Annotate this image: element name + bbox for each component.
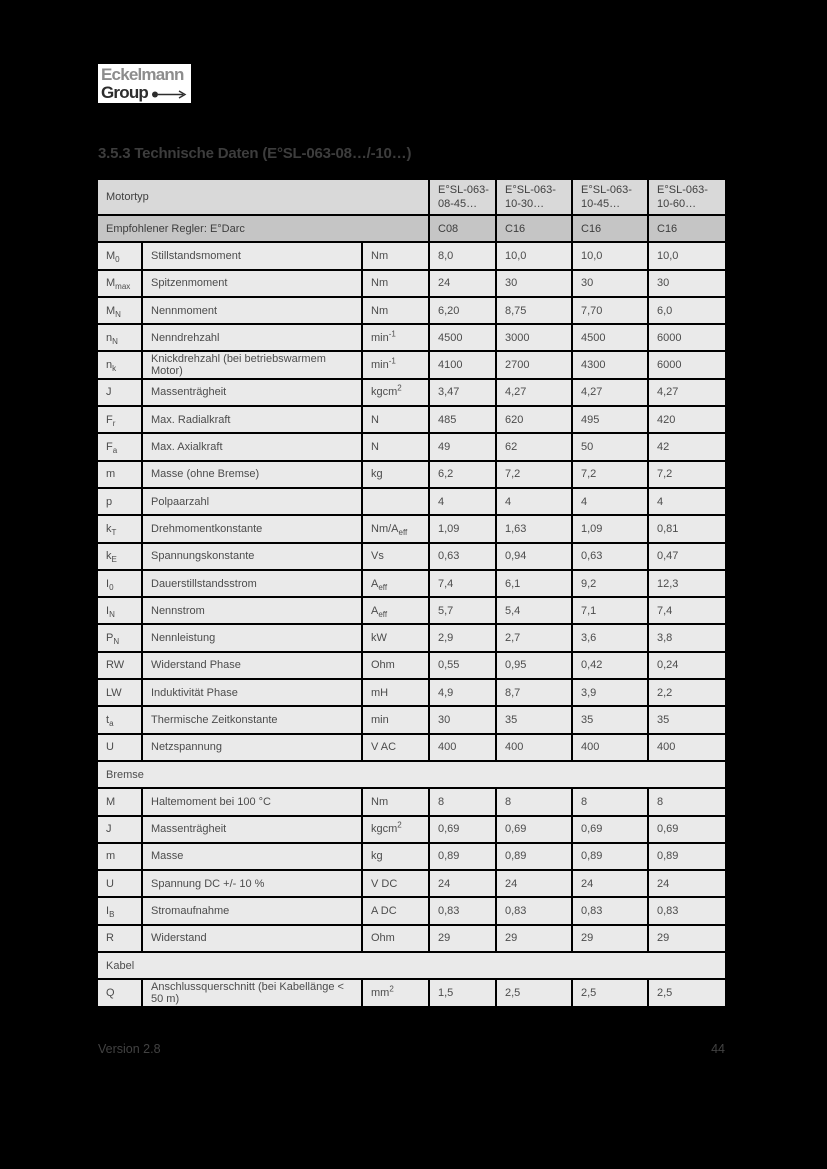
value-cell-3: 4 — [573, 489, 647, 514]
value-cell-3: 50 — [573, 434, 647, 459]
value-cell-1: 0,63 — [430, 544, 495, 569]
value-cell-1: 5,7 — [430, 598, 495, 623]
value-cell-2: 24 — [497, 871, 571, 896]
symbol-cell: $t_a$ — [98, 707, 141, 732]
value-cell-3: 7,2 — [573, 462, 647, 487]
value-cell-1: 4,9 — [430, 680, 495, 705]
value-cell-4: 0,81 — [649, 516, 725, 541]
section-row — [98, 762, 725, 787]
value-cell-2: 6,1 — [497, 571, 571, 596]
regler-value-cell-1: C08 — [430, 216, 495, 241]
symbol-cell: $M_N$ — [98, 298, 141, 323]
value-cell-1: 400 — [430, 735, 495, 760]
section-row — [98, 953, 725, 978]
description-cell: Induktivität Phase — [143, 680, 361, 705]
value-cell-2: 2,5 — [497, 980, 571, 1005]
value-cell-3: 0,63 — [573, 544, 647, 569]
description-cell: Drehmomentkonstante — [143, 516, 361, 541]
value-cell-4: 7,2 — [649, 462, 725, 487]
unit-cell: Nm — [363, 243, 428, 268]
value-cell-4: 6,0 — [649, 298, 725, 323]
description-cell: Massenträgheit — [143, 380, 361, 405]
table-row — [98, 653, 725, 678]
value-cell-1: 8,0 — [430, 243, 495, 268]
value-cell-4: 8 — [649, 789, 725, 814]
unit-cell: Ohm — [363, 926, 428, 951]
symbol-cell: U — [98, 735, 141, 760]
value-cell-2: 400 — [497, 735, 571, 760]
description-cell: Widerstand — [143, 926, 361, 951]
value-cell-3: 8 — [573, 789, 647, 814]
table-row — [98, 789, 725, 814]
value-cell-4: 6000 — [649, 325, 725, 350]
unit-cell: V AC — [363, 735, 428, 760]
value-cell-4: 4 — [649, 489, 725, 514]
value-cell-1: 1,5 — [430, 980, 495, 1005]
table-row — [98, 462, 725, 487]
value-cell-4: 0,24 — [649, 653, 725, 678]
value-cell-1: 1,09 — [430, 516, 495, 541]
value-cell-1: 30 — [430, 707, 495, 732]
unit-cell: min — [363, 707, 428, 732]
value-cell-1: 4100 — [430, 352, 495, 377]
value-cell-1: 485 — [430, 407, 495, 432]
value-cell-2: 2700 — [497, 352, 571, 377]
table-row — [98, 352, 725, 377]
value-cell-2: 3000 — [497, 325, 571, 350]
unit-cell: Nm — [363, 789, 428, 814]
value-cell-4: 6000 — [649, 352, 725, 377]
symbol-cell: p — [98, 489, 141, 514]
description-cell: Stromaufnahme — [143, 898, 361, 923]
table-row — [98, 898, 725, 923]
description-cell: Massenträgheit — [143, 817, 361, 842]
table-row — [98, 380, 725, 405]
value-cell-2: 0,83 — [497, 898, 571, 923]
value-cell-4: 2,2 — [649, 680, 725, 705]
table-row — [98, 817, 725, 842]
value-cell-3: 400 — [573, 735, 647, 760]
value-cell-4: 3,8 — [649, 625, 725, 650]
value-cell-3: 7,70 — [573, 298, 647, 323]
footer-version: Version 2.8 — [98, 1042, 161, 1056]
symbol-cell: $I_N$ — [98, 598, 141, 623]
unit-cell: Nm — [363, 271, 428, 296]
table-header-row — [98, 180, 725, 214]
table-row — [98, 871, 725, 896]
value-cell-4: 42 — [649, 434, 725, 459]
symbol-cell: $F_r$ — [98, 407, 141, 432]
value-cell-3: 9,2 — [573, 571, 647, 596]
table-row — [98, 980, 725, 1005]
symbol-cell: $P_N$ — [98, 625, 141, 650]
value-cell-1: 24 — [430, 271, 495, 296]
symbol-cell: $M_0$ — [98, 243, 141, 268]
description-cell: Haltemoment bei 100 °C — [143, 789, 361, 814]
value-cell-4: 0,47 — [649, 544, 725, 569]
value-cell-4: 29 — [649, 926, 725, 951]
table-row — [98, 926, 725, 951]
description-cell: Anschlussquerschnitt (bei Kabellänge < 50 m) — [143, 980, 361, 1005]
technical-data-table-body — [98, 180, 725, 1006]
regler-label-cell: Empfohlener Regler: E°Darc — [98, 216, 428, 241]
value-cell-2: 0,94 — [497, 544, 571, 569]
value-cell-4: 7,4 — [649, 598, 725, 623]
symbol-cell: LW — [98, 680, 141, 705]
symbol-cell: m — [98, 462, 141, 487]
table-row — [98, 844, 725, 869]
description-cell: Thermische Zeitkonstante — [143, 707, 361, 732]
value-cell-2: 30 — [497, 271, 571, 296]
value-cell-1: 8 — [430, 789, 495, 814]
symbol-cell: $M_{max}$ — [98, 271, 141, 296]
value-cell-2: 62 — [497, 434, 571, 459]
value-cell-4: 0,69 — [649, 817, 725, 842]
footer-page-number: 44 — [711, 1042, 725, 1056]
unit-cell: $Nm/A_{eff}$ — [363, 516, 428, 541]
table-row — [98, 407, 725, 432]
value-cell-1: 3,47 — [430, 380, 495, 405]
value-cell-1: 2,9 — [430, 625, 495, 650]
value-cell-3: 30 — [573, 271, 647, 296]
value-cell-4: 2,5 — [649, 980, 725, 1005]
symbol-cell: U — [98, 871, 141, 896]
symbol-cell: $n_N$ — [98, 325, 141, 350]
value-cell-4: 30 — [649, 271, 725, 296]
regler-value-cell-2: C16 — [497, 216, 571, 241]
regler-row — [98, 216, 725, 241]
model-header-cell-3: E°SL-063-10-45… — [573, 180, 647, 214]
value-cell-3: 495 — [573, 407, 647, 432]
symbol-cell: M — [98, 789, 141, 814]
unit-cell: mH — [363, 680, 428, 705]
section-label-cell: Bremse — [98, 762, 725, 787]
value-cell-2: 29 — [497, 926, 571, 951]
value-cell-2: 8,7 — [497, 680, 571, 705]
description-cell: Masse (ohne Bremse) — [143, 462, 361, 487]
unit-cell — [363, 489, 428, 514]
value-cell-2: 4,27 — [497, 380, 571, 405]
value-cell-2: 0,89 — [497, 844, 571, 869]
value-cell-3: 0,83 — [573, 898, 647, 923]
technical-data-table — [96, 178, 727, 1008]
eckelmann-group-logo — [98, 64, 191, 103]
value-cell-1: 49 — [430, 434, 495, 459]
dot-line-arrow-icon — [151, 85, 187, 103]
unit-cell: kg — [363, 844, 428, 869]
unit-cell: Nm — [363, 298, 428, 323]
unit-cell: N — [363, 407, 428, 432]
regler-value-cell-3: C16 — [573, 216, 647, 241]
value-cell-2: 7,2 — [497, 462, 571, 487]
description-cell: Spitzenmoment — [143, 271, 361, 296]
description-cell: Max. Radialkraft — [143, 407, 361, 432]
symbol-cell: m — [98, 844, 141, 869]
unit-cell: A DC — [363, 898, 428, 923]
value-cell-4: 400 — [649, 735, 725, 760]
table-row — [98, 489, 725, 514]
unit-cell: V DC — [363, 871, 428, 896]
description-cell: Nennleistung — [143, 625, 361, 650]
value-cell-2: 10,0 — [497, 243, 571, 268]
symbol-cell: $I_0$ — [98, 571, 141, 596]
table-row — [98, 680, 725, 705]
value-cell-3: 4,27 — [573, 380, 647, 405]
value-cell-1: 6,2 — [430, 462, 495, 487]
value-cell-1: 4 — [430, 489, 495, 514]
value-cell-1: 0,69 — [430, 817, 495, 842]
unit-cell: Vs — [363, 544, 428, 569]
table-row — [98, 298, 725, 323]
value-cell-4: 420 — [649, 407, 725, 432]
symbol-cell: $F_a$ — [98, 434, 141, 459]
value-cell-1: 0,83 — [430, 898, 495, 923]
symbol-cell: $k_E$ — [98, 544, 141, 569]
value-cell-4: 12,3 — [649, 571, 725, 596]
unit-cell: kgcm$^2$ — [363, 817, 428, 842]
unit-cell: $mm^2$ — [363, 980, 428, 1005]
value-cell-3: 0,42 — [573, 653, 647, 678]
value-cell-4: 24 — [649, 871, 725, 896]
unit-cell: kW — [363, 625, 428, 650]
logo-text-group — [101, 83, 188, 103]
value-cell-1: 0,89 — [430, 844, 495, 869]
value-cell-3: 3,9 — [573, 680, 647, 705]
page-title: 3.5.3 Technische Daten (E°SL-063-08…/-10…) — [98, 145, 412, 162]
value-cell-3: 0,69 — [573, 817, 647, 842]
logo-text-eckelmann: Eckelmann — [101, 65, 184, 84]
value-cell-3: 3,6 — [573, 625, 647, 650]
value-cell-4: 4,27 — [649, 380, 725, 405]
description-cell: Spannung DC +/- 10 % — [143, 871, 361, 896]
unit-cell: kgcm$^2$ — [363, 380, 428, 405]
unit-cell: Ohm — [363, 653, 428, 678]
table-row — [98, 544, 725, 569]
unit-cell: kg — [363, 462, 428, 487]
value-cell-3: 4300 — [573, 352, 647, 377]
table-row — [98, 707, 725, 732]
section-label-cell: Kabel — [98, 953, 725, 978]
symbol-cell: $n_k$ — [98, 352, 141, 377]
description-cell: Nennstrom — [143, 598, 361, 623]
description-cell: Dauerstillstandsstrom — [143, 571, 361, 596]
logo-text-group-label: Group — [101, 83, 148, 102]
value-cell-1: 0,55 — [430, 653, 495, 678]
value-cell-3: 35 — [573, 707, 647, 732]
value-cell-4: 0,83 — [649, 898, 725, 923]
value-cell-4: 10,0 — [649, 243, 725, 268]
table-row — [98, 598, 725, 623]
value-cell-2: 0,95 — [497, 653, 571, 678]
model-header-cell-2: E°SL-063-10-30… — [497, 180, 571, 214]
value-cell-3: 4500 — [573, 325, 647, 350]
value-cell-3: 2,5 — [573, 980, 647, 1005]
unit-cell: N — [363, 434, 428, 459]
value-cell-1: 24 — [430, 871, 495, 896]
value-cell-2: 4 — [497, 489, 571, 514]
symbol-cell: RW — [98, 653, 141, 678]
value-cell-3: 24 — [573, 871, 647, 896]
description-cell: Widerstand Phase — [143, 653, 361, 678]
value-cell-2: 8 — [497, 789, 571, 814]
table-row — [98, 243, 725, 268]
unit-cell: $\min^{-1}$ — [363, 352, 428, 377]
table-row — [98, 434, 725, 459]
value-cell-4: 35 — [649, 707, 725, 732]
description-cell: Masse — [143, 844, 361, 869]
symbol-cell: J — [98, 817, 141, 842]
value-cell-3: 1,09 — [573, 516, 647, 541]
description-cell: Spannungskonstante — [143, 544, 361, 569]
table-row — [98, 735, 725, 760]
value-cell-3: 0,89 — [573, 844, 647, 869]
value-cell-3: 7,1 — [573, 598, 647, 623]
value-cell-3: 10,0 — [573, 243, 647, 268]
symbol-cell: J — [98, 380, 141, 405]
description-cell: Nennmoment — [143, 298, 361, 323]
description-cell: Max. Axialkraft — [143, 434, 361, 459]
symbol-cell: $I_B$ — [98, 898, 141, 923]
description-cell: Nenndrehzahl — [143, 325, 361, 350]
motortyp-header-cell: Motortyp — [98, 180, 428, 214]
value-cell-2: 1,63 — [497, 516, 571, 541]
description-cell: Stillstandsmoment — [143, 243, 361, 268]
regler-value-cell-4: C16 — [649, 216, 725, 241]
symbol-cell: R — [98, 926, 141, 951]
description-cell: Netzspannung — [143, 735, 361, 760]
table-row — [98, 271, 725, 296]
unit-cell: $\min^{-1}$ — [363, 325, 428, 350]
value-cell-3: 29 — [573, 926, 647, 951]
model-header-cell-1: E°SL-063-08-45… — [430, 180, 495, 214]
value-cell-1: 29 — [430, 926, 495, 951]
description-cell: Polpaarzahl — [143, 489, 361, 514]
description-cell: Knickdrehzahl (bei betriebswarmem Motor) — [143, 352, 361, 377]
value-cell-2: 0,69 — [497, 817, 571, 842]
table-row — [98, 571, 725, 596]
value-cell-1: 7,4 — [430, 571, 495, 596]
value-cell-2: 5,4 — [497, 598, 571, 623]
table-row — [98, 325, 725, 350]
value-cell-2: 35 — [497, 707, 571, 732]
model-header-cell-4: E°SL-063-10-60… — [649, 180, 725, 214]
value-cell-2: 620 — [497, 407, 571, 432]
table-row — [98, 516, 725, 541]
page-footer — [98, 1042, 725, 1056]
unit-cell: $A_{eff}$ — [363, 598, 428, 623]
table-row — [98, 625, 725, 650]
value-cell-2: 8,75 — [497, 298, 571, 323]
value-cell-2: 2,7 — [497, 625, 571, 650]
value-cell-4: 0,89 — [649, 844, 725, 869]
value-cell-1: 6,20 — [430, 298, 495, 323]
symbol-cell: Q — [98, 980, 141, 1005]
value-cell-1: 4500 — [430, 325, 495, 350]
symbol-cell: $k_T$ — [98, 516, 141, 541]
unit-cell: $A_{eff}$ — [363, 571, 428, 596]
